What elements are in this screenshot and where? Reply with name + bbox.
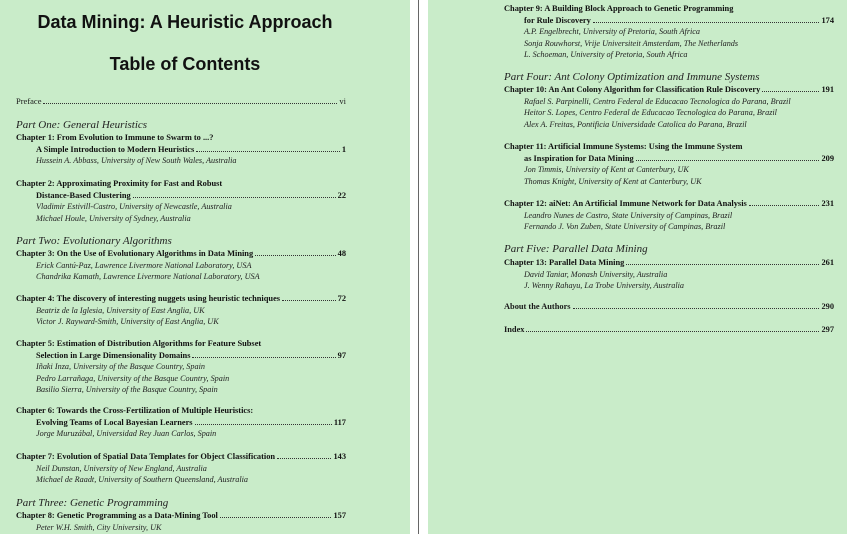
preface-page: vi (339, 96, 346, 106)
entry-label: Index (504, 325, 525, 334)
chapter-page: 209 (821, 153, 834, 163)
book-title: Data Mining: A Heuristic Approach (37, 12, 333, 32)
chapter-page: 143 (333, 452, 346, 461)
toc-entry-chapter-6[interactable] (16, 405, 346, 440)
leader-dots (762, 91, 819, 92)
author-line: Erick Cantú-Paz, Lawrence Livermore National Laboratory, USA (36, 260, 252, 270)
part-four-heading: Part Four: Ant Colony Optimization and Immune Systems (504, 71, 760, 83)
toc-entry-chapter-5[interactable] (16, 338, 346, 396)
author-line: Rafael S. Parpinelli, Centro Federal de Educacao Tecnologica do Parana, Brazil (524, 96, 791, 106)
leader-dots (626, 264, 819, 265)
chapter-page: 48 (337, 249, 346, 258)
leader-dots (192, 357, 335, 358)
leader-dots (593, 22, 820, 23)
right-page (428, 0, 847, 534)
left-page (0, 0, 410, 534)
entry-page: 290 (821, 302, 834, 311)
page-gutter (410, 0, 428, 534)
author-line: Hussein A. Abbass, University of New South Wales, Australia (36, 156, 237, 166)
chapter-title-cont: Distance-Based Clustering (36, 190, 131, 200)
toc-entry-chapter-7[interactable] (16, 451, 346, 486)
author-line: Jorge Muruzábal, Universidad Rey Juan Carlos, Spain (36, 429, 217, 439)
chapter-title: Chapter 10: An Ant Colony Algorithm for Classification Rule Discovery (504, 85, 761, 94)
chapter-page: 72 (337, 294, 346, 303)
author-line: Leandro Nunes de Castro, State University of Campinas, Brazil (524, 210, 733, 220)
chapter-title-cont: for Rule Discovery (524, 15, 591, 25)
author-line: Thomas Knight, University of Kent at Canterbury, UK (524, 176, 702, 186)
toc-entry-about-authors[interactable] (504, 302, 834, 311)
author-line: Sonja Rouwhorst, Vrije Universiteit Amsterdam, The Netherlands (524, 38, 739, 48)
part-five-heading: Part Five: Parallel Data Mining (504, 243, 648, 255)
chapter-title-cont: as Inspiration for Data Mining (524, 153, 634, 163)
author-line: Michael Houle, University of Sydney, Australia (36, 213, 191, 223)
toc-entry-chapter-3[interactable] (16, 248, 346, 283)
author-line: Heitor S. Lopes, Centro Federal de Educacao Tecnologica do Parana, Brazil (524, 108, 777, 118)
leader-dots (255, 255, 335, 256)
author-line: Michael de Raadt, University of Southern Queensland, Australia (36, 475, 249, 485)
chapter-title: Chapter 12: aiNet: An Artificial Immune Network for Data Analysis (504, 199, 747, 208)
author-line: Fernando J. Von Zuben, State University of Campinas, Brazil (524, 222, 726, 232)
leader-dots (196, 151, 340, 152)
toc-entry-chapter-2[interactable] (16, 178, 346, 224)
chapter-title: Chapter 1: From Evolution to Immune to Swarm to ...? (16, 133, 214, 142)
chapter-title: Chapter 13: Parallel Data Mining (504, 258, 625, 267)
toc-entry-chapter-4[interactable] (16, 293, 346, 328)
entry-page: 297 (821, 325, 834, 334)
chapter-page: 157 (333, 511, 346, 520)
author-line: Neil Dunstan, University of New England, Australia (36, 463, 207, 473)
author-line: Beatriz de la Iglesia, University of East Anglia, UK (36, 305, 205, 315)
leader-dots (220, 517, 332, 518)
entry-label: About the Authors (504, 302, 571, 311)
chapter-title-cont: Selection in Large Dimensionality Domains (36, 350, 191, 360)
author-line: Alex A. Freitas, Pontificia Universidade Catolica do Parana, Brazil (524, 119, 747, 129)
chapter-page: 261 (821, 258, 834, 267)
author-line: Peter W.H. Smith, City University, UK (36, 522, 162, 532)
leader-dots (526, 331, 819, 332)
chapter-title: Chapter 7: Evolution of Spatial Data Templates for Object Classification (16, 452, 276, 461)
toc-entry-chapter-12[interactable] (504, 198, 834, 233)
part-two-heading: Part Two: Evolutionary Algorithms (16, 235, 172, 247)
leader-dots (43, 103, 337, 104)
author-line: Basilio Sierra, University of the Basque Country, Spain (36, 385, 218, 395)
toc-entry-chapter-9[interactable] (504, 3, 834, 61)
chapter-title-cont: Evolving Teams of Local Bayesian Learners (36, 417, 193, 427)
author-line: Victor J. Rayward-Smith, University of East Anglia, UK (36, 317, 219, 327)
author-line: A.P. Engelbrecht, University of Pretoria, South Africa (524, 27, 701, 37)
author-line: Iñaki Inza, University of the Basque Country, Spain (36, 362, 205, 372)
chapter-page: 97 (337, 350, 346, 360)
part-one-heading: Part One: General Heuristics (16, 119, 148, 131)
leader-dots (282, 300, 336, 301)
chapter-page: 174 (821, 15, 834, 25)
author-line: Chandrika Kamath, Lawrence Livermore National Laboratory, USA (36, 272, 260, 282)
author-line: Pedro Larrañaga, University of the Basque Country, Spain (36, 373, 230, 383)
chapter-title: Chapter 5: Estimation of Distribution Algorithms for Feature Subset (16, 339, 262, 348)
leader-dots (277, 458, 331, 459)
leader-dots (573, 308, 820, 309)
chapter-title-cont: A Simple Introduction to Modern Heuristics (36, 144, 195, 154)
leader-dots (749, 205, 820, 206)
chapter-title: Chapter 9: A Building Block Approach to Genetic Programming (504, 4, 734, 13)
toc-entry-chapter-10[interactable] (504, 84, 834, 130)
chapter-page: 191 (821, 85, 834, 94)
toc-entry-chapter-1[interactable] (16, 132, 346, 167)
chapter-title: Chapter 11: Artificial Immune Systems: Using the Immune System (504, 142, 743, 151)
chapter-page: 22 (337, 190, 346, 200)
toc-entry-chapter-11[interactable] (504, 141, 834, 187)
toc-entry-index[interactable] (504, 325, 834, 334)
leader-dots (195, 424, 332, 425)
chapter-title: Chapter 2: Approximating Proximity for Fast and Robust (16, 179, 223, 188)
preface-label: Preface (16, 96, 42, 106)
author-line: David Taniar, Monash University, Australia (524, 269, 668, 279)
chapter-title: Chapter 3: On the Use of Evolutionary Algorithms in Data Mining (16, 249, 254, 258)
author-line: L. Schoeman, University of Pretoria, South Africa (524, 50, 688, 60)
author-line: Jon Timmis, University of Kent at Canterbury, UK (524, 165, 689, 175)
chapter-page: 1 (341, 144, 346, 154)
gutter-divider (418, 0, 419, 534)
toc-entry-preface[interactable] (16, 96, 346, 106)
chapter-page: 117 (333, 417, 346, 427)
chapter-page: 231 (821, 199, 834, 208)
chapter-title: Chapter 4: The discovery of interesting nuggets using heuristic techniques (16, 294, 281, 303)
leader-dots (133, 197, 336, 198)
toc-heading: Table of Contents (109, 54, 261, 74)
part-three-heading: Part Three: Genetic Programming (16, 497, 169, 509)
chapter-title: Chapter 8: Genetic Programming as a Data-Mining Tool (16, 511, 218, 520)
chapter-title: Chapter 6: Towards the Cross-Fertilization of Multiple Heuristics: (16, 406, 254, 415)
toc-entry-chapter-13[interactable] (504, 257, 834, 292)
leader-dots (636, 160, 820, 161)
author-line: J. Wenny Rahayu, La Trobe University, Australia (524, 281, 685, 291)
author-line: Vladimir Estivill-Castro, University of Newcastle, Australia (36, 202, 232, 212)
toc-entry-chapter-8[interactable] (16, 510, 346, 533)
